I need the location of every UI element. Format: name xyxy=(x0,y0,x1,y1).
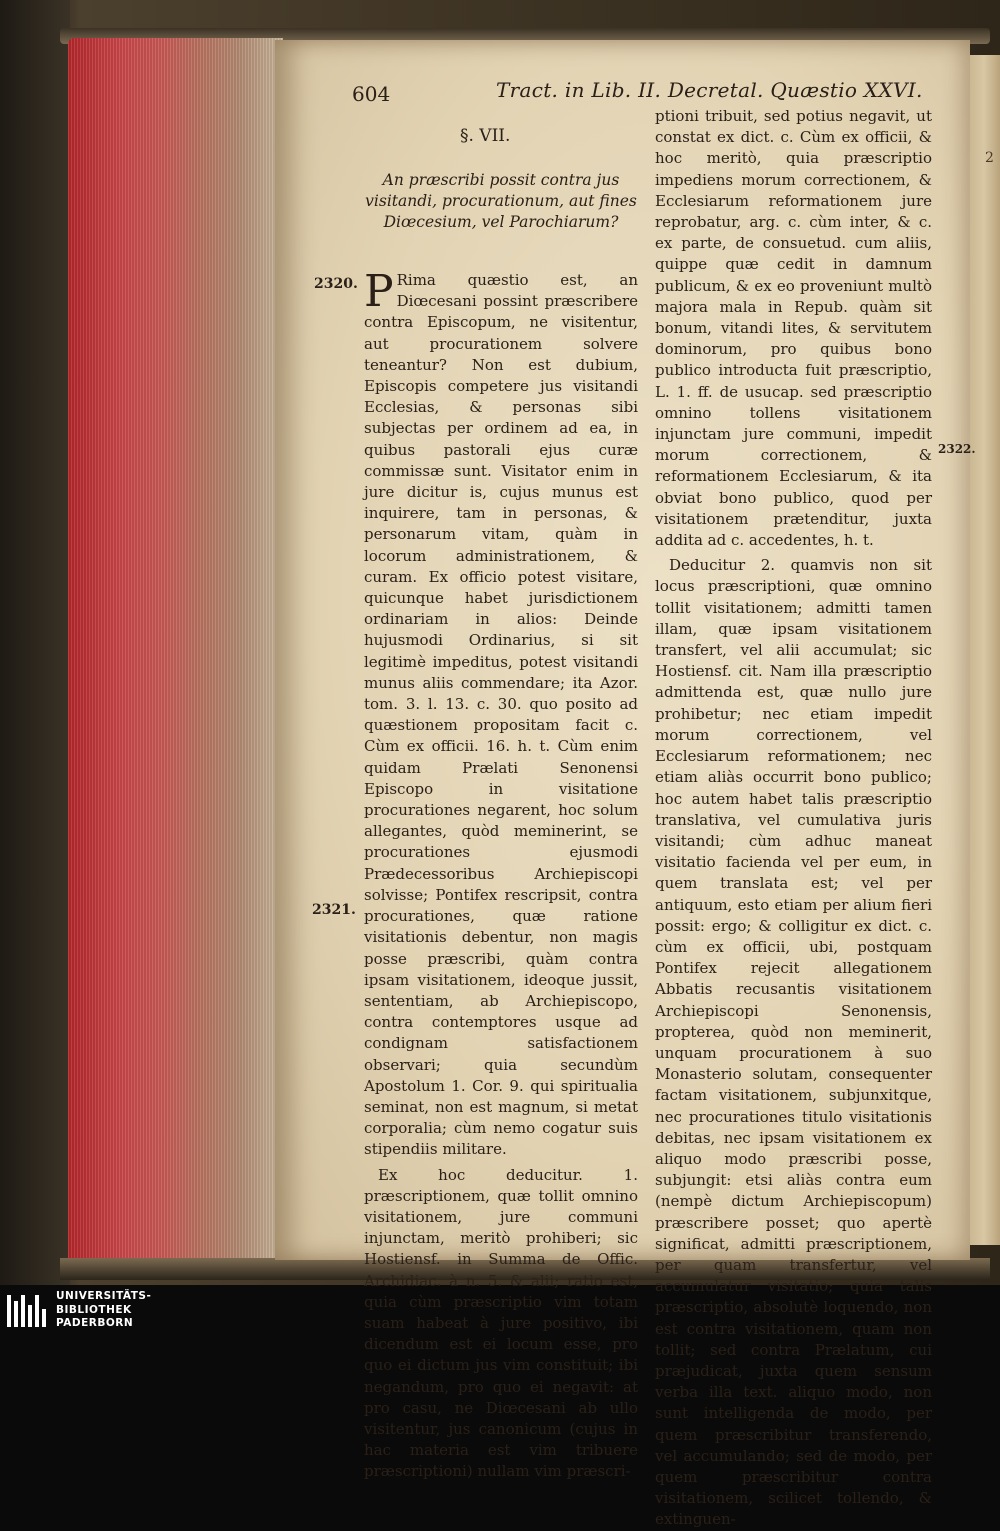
library-name xyxy=(56,1290,151,1331)
running-title: Tract. in Lib. II. Decretal. Quæstio XXVI. xyxy=(496,78,923,102)
margin-number-2321: 2321. xyxy=(312,902,356,918)
margin-number-2322: 2322. xyxy=(938,442,976,456)
library-emblem-icon xyxy=(6,1291,50,1331)
paragraph-2: Ex hoc deducitur. 1. præscriptionem, quæ tollit omnino visitationem, jure communi injunctam, meritò prohiberi; sic Hostiensf. in Summa de Offic. Archidiac. à n. 5. & alii; ratio est, quia cùm præscriptio vim totam suam habeat à jure positivo, ibi dicendum est ei locum esse, pro quo ei dictum jus vim constituit; ibi negandum, pro quo ei negavit: at pro casu, ne Diœcesani ab ullo visitentur, jus canonicum (cujus in hac materia est vim tribuere præscriptioni) nullam vim præscri- xyxy=(364,1165,638,1481)
page-number: 604 xyxy=(352,82,391,106)
left-column xyxy=(364,266,638,1483)
drop-cap: P xyxy=(364,266,394,317)
background-edge xyxy=(0,0,70,1285)
logo-line-3: PADERBORN xyxy=(56,1317,134,1329)
logo-line-2: BIBLIOTHEK xyxy=(56,1303,132,1316)
facing-page-edge xyxy=(968,55,1000,1245)
paragraph-1 xyxy=(364,266,638,1161)
paragraph-4: Deducitur 2. quamvis non sit locus præscriptioni, quæ omnino tollit visitationem; admitti tamen illam, quæ ipsam visitationem transfert, vel alii accumulat; sic Hostiensf. cit. Nam illa præscriptio admittenda est, quæ nullo jure prohibetur; nec etiam impedit morum correctionem, vel Ecclesiarum reformationem; nec etiam aliàs occurrit bono publico; hoc autem habet talis præscriptio translativa, vel cumulativa juris visitandi; cùm adhuc maneat visitatio facienda vel per eum, in quem translata est; vel per antiquum, esto etiam per alium fieri possit: ergo; & colligitur ex dict. c. cùm ex officii, ubi, postquam Pontifex rejecit allegationem Abbatis recusantis visitationem Archiepiscopi Senonensis, propterea, quòd non meminerit, unquam procurationem à suo Monasterio solutam, consequenter factam visitationem, subjunxitque, nec procurationes titulo visitationis debitas, nec ipsam visitationem ex aliquo modo præscribi posse, subjungit: etsi aliàs contra eum (nempè dictum Archiepiscopum) præscribere posset; quo apertè significat, admitti præscriptionem, per quam transfertur, vel accumulatur visitatio; quia talis præscriptio, absolutè loquendo, non est contra visitationem, quam non tollit; sed contra Prælatum, cui præjudicat, juxta quem sensum verba illa text. aliquo modo, non sunt intelligenda de modo, per quem præscribitur transferendo, vel accumulando; sed de modo, per quem præscribitur contra visitationem, scilicet tollendo, & extinguen- xyxy=(655,556,932,1529)
section-heading: §. VII. xyxy=(460,126,511,146)
right-column xyxy=(655,106,932,1531)
paragraph-1-text: Rima quæstio est, an Diœcesani possint præscribere contra Episcopum, ne visitentur, aut procurationem solvere teneantur? Non est dubium, Episcopis competere jus visitandi Ecclesias, & personas sibi subjectas per ordinem ad ea, in quibus pastorali ejus curæ commissæ sunt. Visitator enim in jure dicitur is, cujus munus est inquirere, tam in personas, & personarum vitam, quàm in locorum administrationem, & curam. Ex officio potest visitare, quicunque habet jurisdictionem ordinariam in alios: Deinde hujusmodi Ordinarius, si sit legitimè impeditus, potest visitandi munus aliis commendare; ita Azor. tom. 3. l. 13. c. 30. quo posito ad quæstionem propositam facit c. Cùm ex officii. 16. h. t. Cùm enim quidam Prælati Senonensi Episcopo in visitatione procurationes negarent, hoc solum allegantes, quòd meminerint, se procurationes ejusmodi Prædecessoribus Archiepiscopi solvisse; Pontifex rescripsit, contra procurationes, quæ ratione visitationis debentur, non magis posse præscribi, quàm contra ipsam visitationem, ideoque jussit, sententiam, ab Archiepiscopo, contra contemptores usque ad condignam satisfactionem observari; quia secundùm Apostolum 1. Cor. 9. qui spiritualia seminat, non est magnum, si metat corporalia; cùm nemo cogatur suis stipendiis militare. xyxy=(364,271,638,1159)
margin-number-2320: 2320. xyxy=(314,276,358,292)
question-title: An præscribi possit contra jus visitandi, procurationum, aut fines Diœcesium, vel Parochiarum? xyxy=(365,171,637,231)
library-logo xyxy=(4,1288,204,1332)
logo-line-1: UNIVERSITÄTS- xyxy=(56,1290,152,1302)
paragraph-3: ptioni tribuit, sed potius negavit, ut constat ex dict. c. Cùm ex officii, & hoc meritò, quia præscriptio impediens morum correctionem, & Ecclesiarum reformationem jure reprobatur, arg. c. cùm inter, & c. ex parte, de consuetud. cum aliis, quippe quæ cedit in damnum publicum, & ex eo proveniunt multò majora mala in Repub. quàm sit bonum, vitandi lites, & servitutem dominorum, pro quibus bono publico introducta fuit præscriptio, L. 1. ff. de usucap. sed præscriptio omnino tollens visitationem injunctam jure communi, impedit morum correctionem, & reformationem Ecclesiarum, & ita obviat bono publico, quod per visitationem prætenditur, juxta addita ad c. accedentes, h. t. xyxy=(655,107,932,550)
facing-page-mark: 2 xyxy=(985,150,994,166)
red-fore-edge xyxy=(68,38,283,1278)
